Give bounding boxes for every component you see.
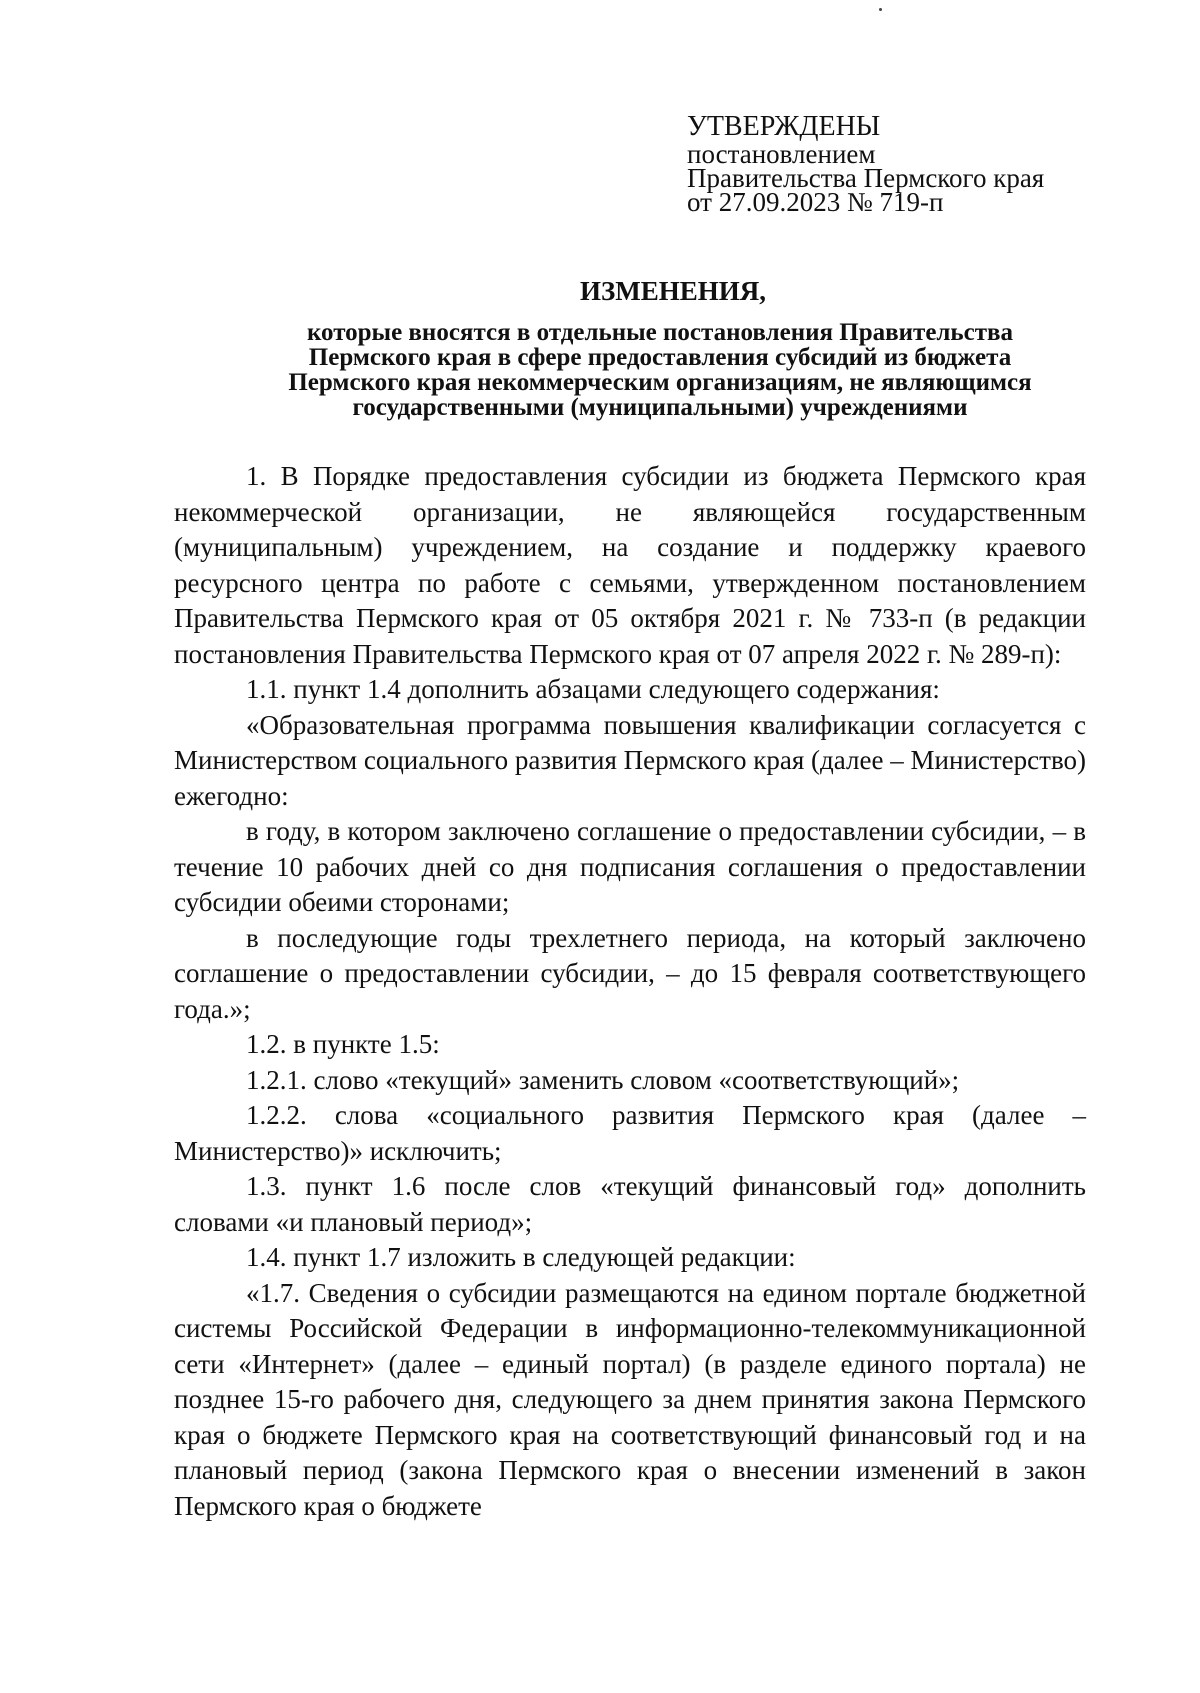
- subtitle-line: государственными (муниципальными) учреждениями: [352, 394, 968, 421]
- approval-block: [687, 111, 1107, 217]
- subtitle-line: Пермского края в сфере предоставления субсидий из бюджета: [308, 344, 1012, 371]
- paragraph: 1.2.1. слово «текущий» заменить словом «соответствующий»;: [246, 1064, 960, 1095]
- paragraph: 1.4. пункт 1.7 изложить в следующей редакции:: [246, 1242, 796, 1272]
- approval-line: от 27.09.2023 № 719-п: [687, 187, 944, 217]
- document-subtitle: [180, 320, 1140, 420]
- paragraph: в последующие годы трехлетнего периода, на который заключено соглашение о предоставлении субсидии, – до 15 февраля соответствующего года.»;: [174, 922, 1086, 1024]
- paragraph: 1.2.2. слова «социального развития Пермского края (далее – Министерство)» исключить;: [174, 1100, 1086, 1166]
- paragraph: 1.1. пункт 1.4 дополнить абзацами следующего содержания:: [246, 674, 940, 704]
- paragraph: «Образовательная программа повышения квалификации согласуется с Министерством социального развития Пермского края (далее – Министерство) ежегодно:: [174, 709, 1086, 811]
- subtitle-line: Пермского края некоммерческим организациям, не являющимся: [288, 369, 1032, 396]
- paragraph: 1.2. в пункте 1.5:: [246, 1029, 440, 1059]
- scan-speck: [879, 8, 882, 11]
- paragraph: 1.3. пункт 1.6 после слов «текущий финансовый год» дополнить словами «и плановый период»;: [174, 1171, 1086, 1237]
- paragraph: «1.7. Сведения о субсидии размещаются на едином портале бюджетной системы Российской Федерации в информационно-телекоммуникационной сети «Интернет» (далее – единый портал) (в разделе единого портала) не позднее 15-го рабочего дня, следующего за днем принятия закона Пермского края о бюджете Пермского края на соответствующий финансовый год и на плановый период (закона Пермского края о внесении изменений в закон Пермского края о бюджете: [174, 1277, 1086, 1521]
- document-body: [174, 459, 1086, 1524]
- approval-heading: УТВЕРЖДЕНЫ: [687, 111, 881, 142]
- approval-line: постановлением: [687, 139, 876, 169]
- approval-line: Правительства Пермского края: [687, 163, 1045, 193]
- paragraph: 1. В Порядке предоставления субсидии из бюджета Пермского края некоммерческой организации, не являющейся государственным (муниципальным) учреждением, на создание и поддержку краевого ресурсного центра по работе с семьями, утвержденном постановлением Правительства Пермского края от 05 октября 2021 г. № 733-п (в редакции постановления Правительства Пермского края от 07 апреля 2022 г. № 289-п):: [174, 461, 1086, 669]
- document-title: ИЗМЕНЕНИЯ,: [580, 276, 767, 306]
- paragraph: в году, в котором заключено соглашение о предоставлении субсидии, – в течение 10 рабочих дней со дня подписания соглашения о предоставлении субсидии обеими сторонами;: [174, 816, 1086, 917]
- subtitle-line: которые вносятся в отдельные постановления Правительства: [306, 319, 1014, 346]
